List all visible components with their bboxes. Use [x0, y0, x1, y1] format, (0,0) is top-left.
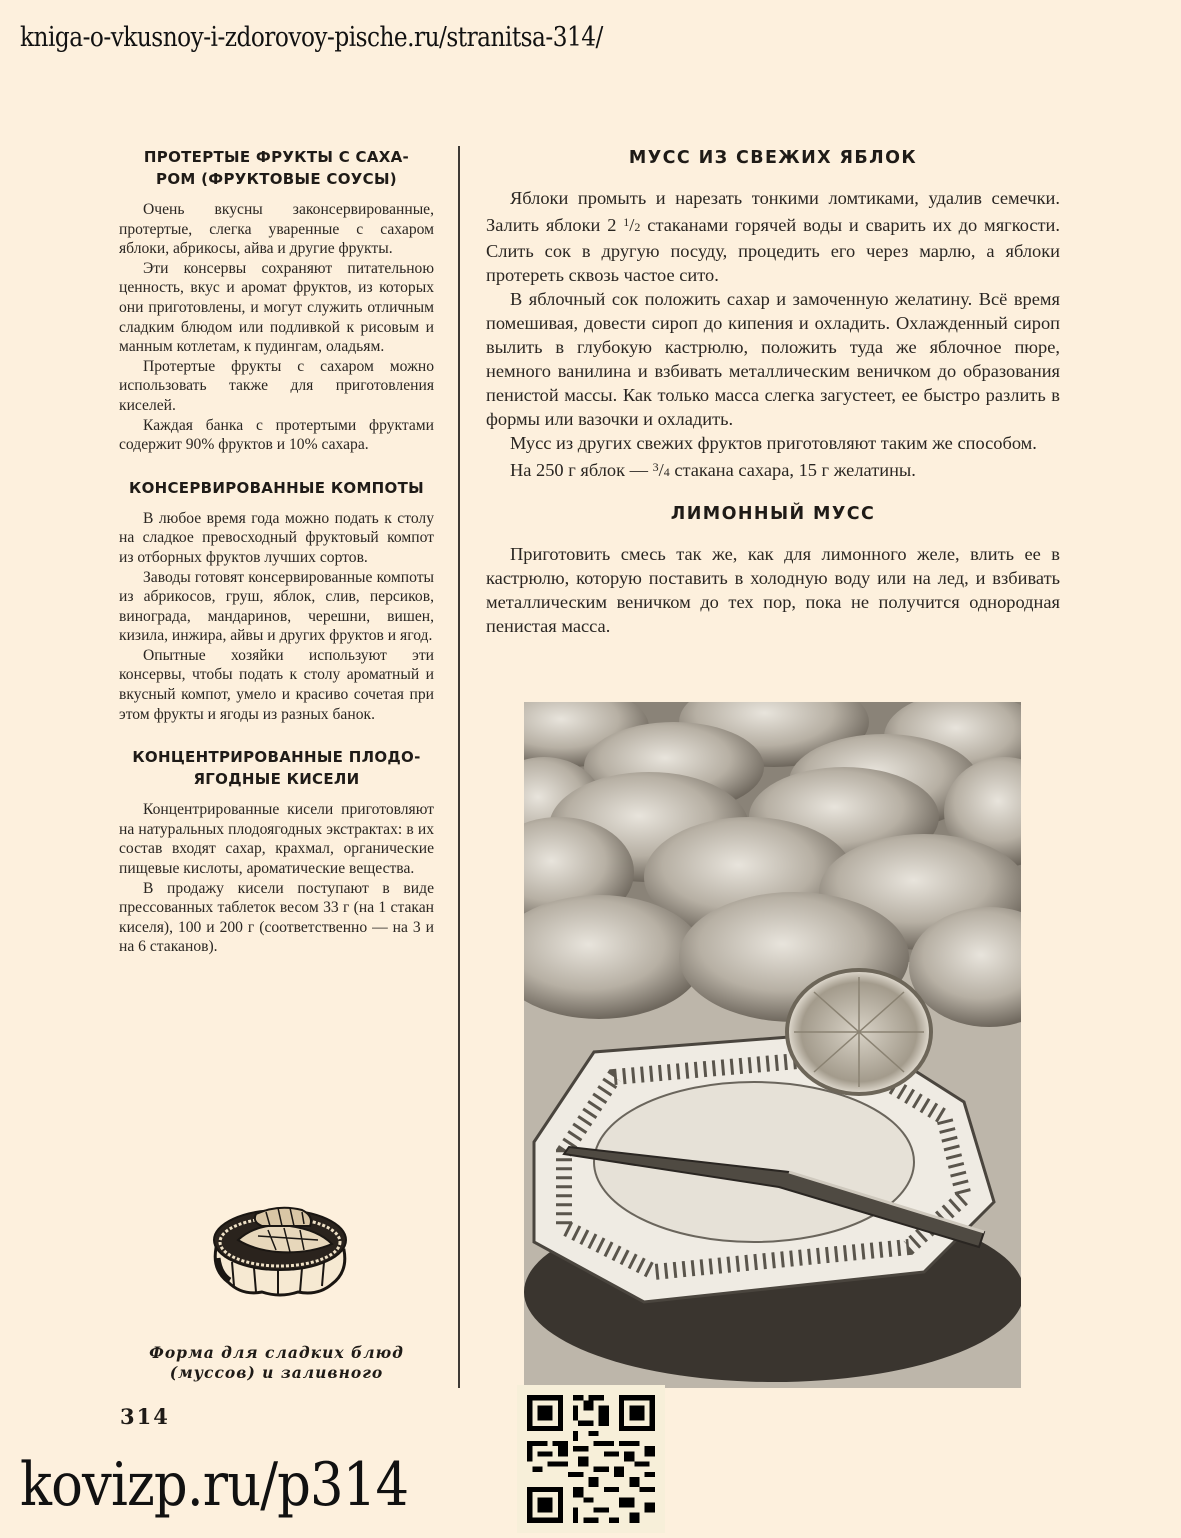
paragraph: Протертые фрукты с сахаром можно использовать также для приготовления киселей. — [119, 357, 434, 414]
text-run: Яблоки промыть и нарезать тонкими ломтиками, удалив семечки. Залить яблоки 2 — [486, 188, 1060, 235]
paragraph: Приготовить смесь так же, как для лимонного желе, влить ее в кастрюлю, которую поставить в холодную воду или на лед, и взбивать металлическим веничком до тех пор, пока не получится однородная пенистая масса. — [486, 544, 1060, 636]
paragraph: На 250 г яблок — $^3$/4 стакана сахара, 15 г желатины. — [510, 460, 916, 480]
paragraph: Опытные хозяйки используют эти консервы, чтобы подать к столу ароматный и вкусный компот, умело и красиво сочетая при этом фрукты и ягоды из разных банок. — [119, 646, 434, 723]
heading-line: КОНЦЕНТРИРОВАННЫЕ ПЛОДО- — [132, 748, 421, 767]
fraction-denominator: 4 — [663, 465, 670, 479]
paragraph: Очень вкусны законсервированные, протертые, слегка уваренные с сахаром яблоки, абрикосы, айва и другие фрукты. — [119, 201, 434, 258]
caption-line: Форма для сладких блюд — [149, 1343, 404, 1362]
paragraph: Заводы готовят консервированные компоты из абрикосов, груш, яблок, слив, персиков, винограда, мандаринов, черешни, вишен, кизила, инжира, айвы и других фруктов и ягод. — [119, 568, 434, 645]
section-heading-concentrated-kissels — [119, 746, 434, 790]
section-heading-pureed-fruits — [119, 146, 434, 190]
column-divider — [458, 146, 460, 1388]
fraction-denominator: 2 — [634, 220, 641, 234]
paragraph: Мусс из других свежих фруктов приготовляют таким же способом. — [510, 433, 1037, 453]
paragraph: В любое время года можно подать к столу на сладкое превосходный фруктовый компот из отборных фруктов лучших сортов. — [119, 509, 434, 566]
section-heading-apple-mousse: МУСС ИЗ СВЕЖИХ ЯБЛОК — [628, 148, 918, 168]
short-url[interactable]: kovizp.ru/p314 — [20, 1450, 409, 1520]
figure-caption — [119, 1343, 434, 1383]
paragraph: Эти консервы сохраняют питательною ценность, вкус и аромат фруктов, из которых они приготовлены, и могут служить отличным сладким блюдом или подливкой к рисовым и манным котлетам, к пудингам, оладьям. — [119, 259, 434, 356]
section-heading-lemon-mousse: ЛИМОННЫЙ МУСС — [670, 504, 876, 524]
left-column — [119, 146, 434, 957]
paragraph: В яблочный сок положить сахар и замоченную желатину. Всё время помешивая, довести сироп до кипения и охладить. Охлажденный сироп вылить в глубокую кастрюлю, положить туда же яблочное пюре, немного ванилина и взбивать металлическим веничком до образования пенистой массы. Как только масса слегка загустеет, ее быстро разлить в формы или вазочки и охладить. — [486, 289, 1060, 429]
paragraph: Каждая банка с протертыми фруктами содержит 90% фруктов и 10% сахара. — [119, 416, 434, 454]
paragraph: В продажу кисели поступают в виде прессованных таблеток весом 33 г (на 1 стакан киселя), 100 и 200 г (соответственно — на 3 и на 6 стаканов). — [119, 879, 434, 956]
page-number: 314 — [120, 1404, 170, 1429]
text-run: стаканами горячей воды и сварить их до мягкости. Слить сок в другую посуду, процедить его через марлю, а яблоки протереть сквозь частое сито. — [486, 215, 1060, 285]
fraction-numerator: 3 — [652, 460, 659, 474]
heading-line: ПРОТЕРТЫЕ ФРУКТЫ С САХА- — [143, 148, 410, 166]
caption-line: (муссов) и заливного — [169, 1363, 384, 1382]
heading-line: ЯГОДНЫЕ КИСЕЛИ — [193, 770, 360, 789]
fraction-numerator: 1 — [623, 215, 630, 229]
right-column — [486, 146, 1060, 638]
section-heading-canned-compotes — [119, 477, 434, 499]
text-run: На 250 г яблок — — [510, 460, 653, 480]
text-run: стакана сахара, 15 г желатины. — [669, 460, 916, 480]
qr-code-icon[interactable] — [517, 1385, 665, 1533]
page-url[interactable]: kniga-o-vkusnoy-i-zdorovoy-pische.ru/stranitsa-314/ — [20, 22, 603, 53]
jelly-mold-icon — [198, 1200, 362, 1300]
paragraph: Концентрированные кисели приготовляют на натуральных плодоягодных экстрактах: в их состав входят сахар, крахмал, органические пищевые кислоты, ароматические вещества. — [119, 801, 434, 878]
heading-line: РОМ (ФРУКТОВЫЕ СОУСЫ) — [156, 170, 397, 188]
heading-line: КОНСЕРВИРОВАННЫЕ КОМПОТЫ — [129, 478, 424, 497]
lemons-plate-photo — [524, 702, 1021, 1388]
paragraph: Яблоки промыть и нарезать тонкими ломтиками, удалив семечки. Залить яблоки 2 $^1$/2 стаканами горячей воды и сварить их до мягкости. Слить сок в другую посуду, процедить его через марлю, а яблоки протереть сквозь частое сито. — [486, 188, 1060, 285]
